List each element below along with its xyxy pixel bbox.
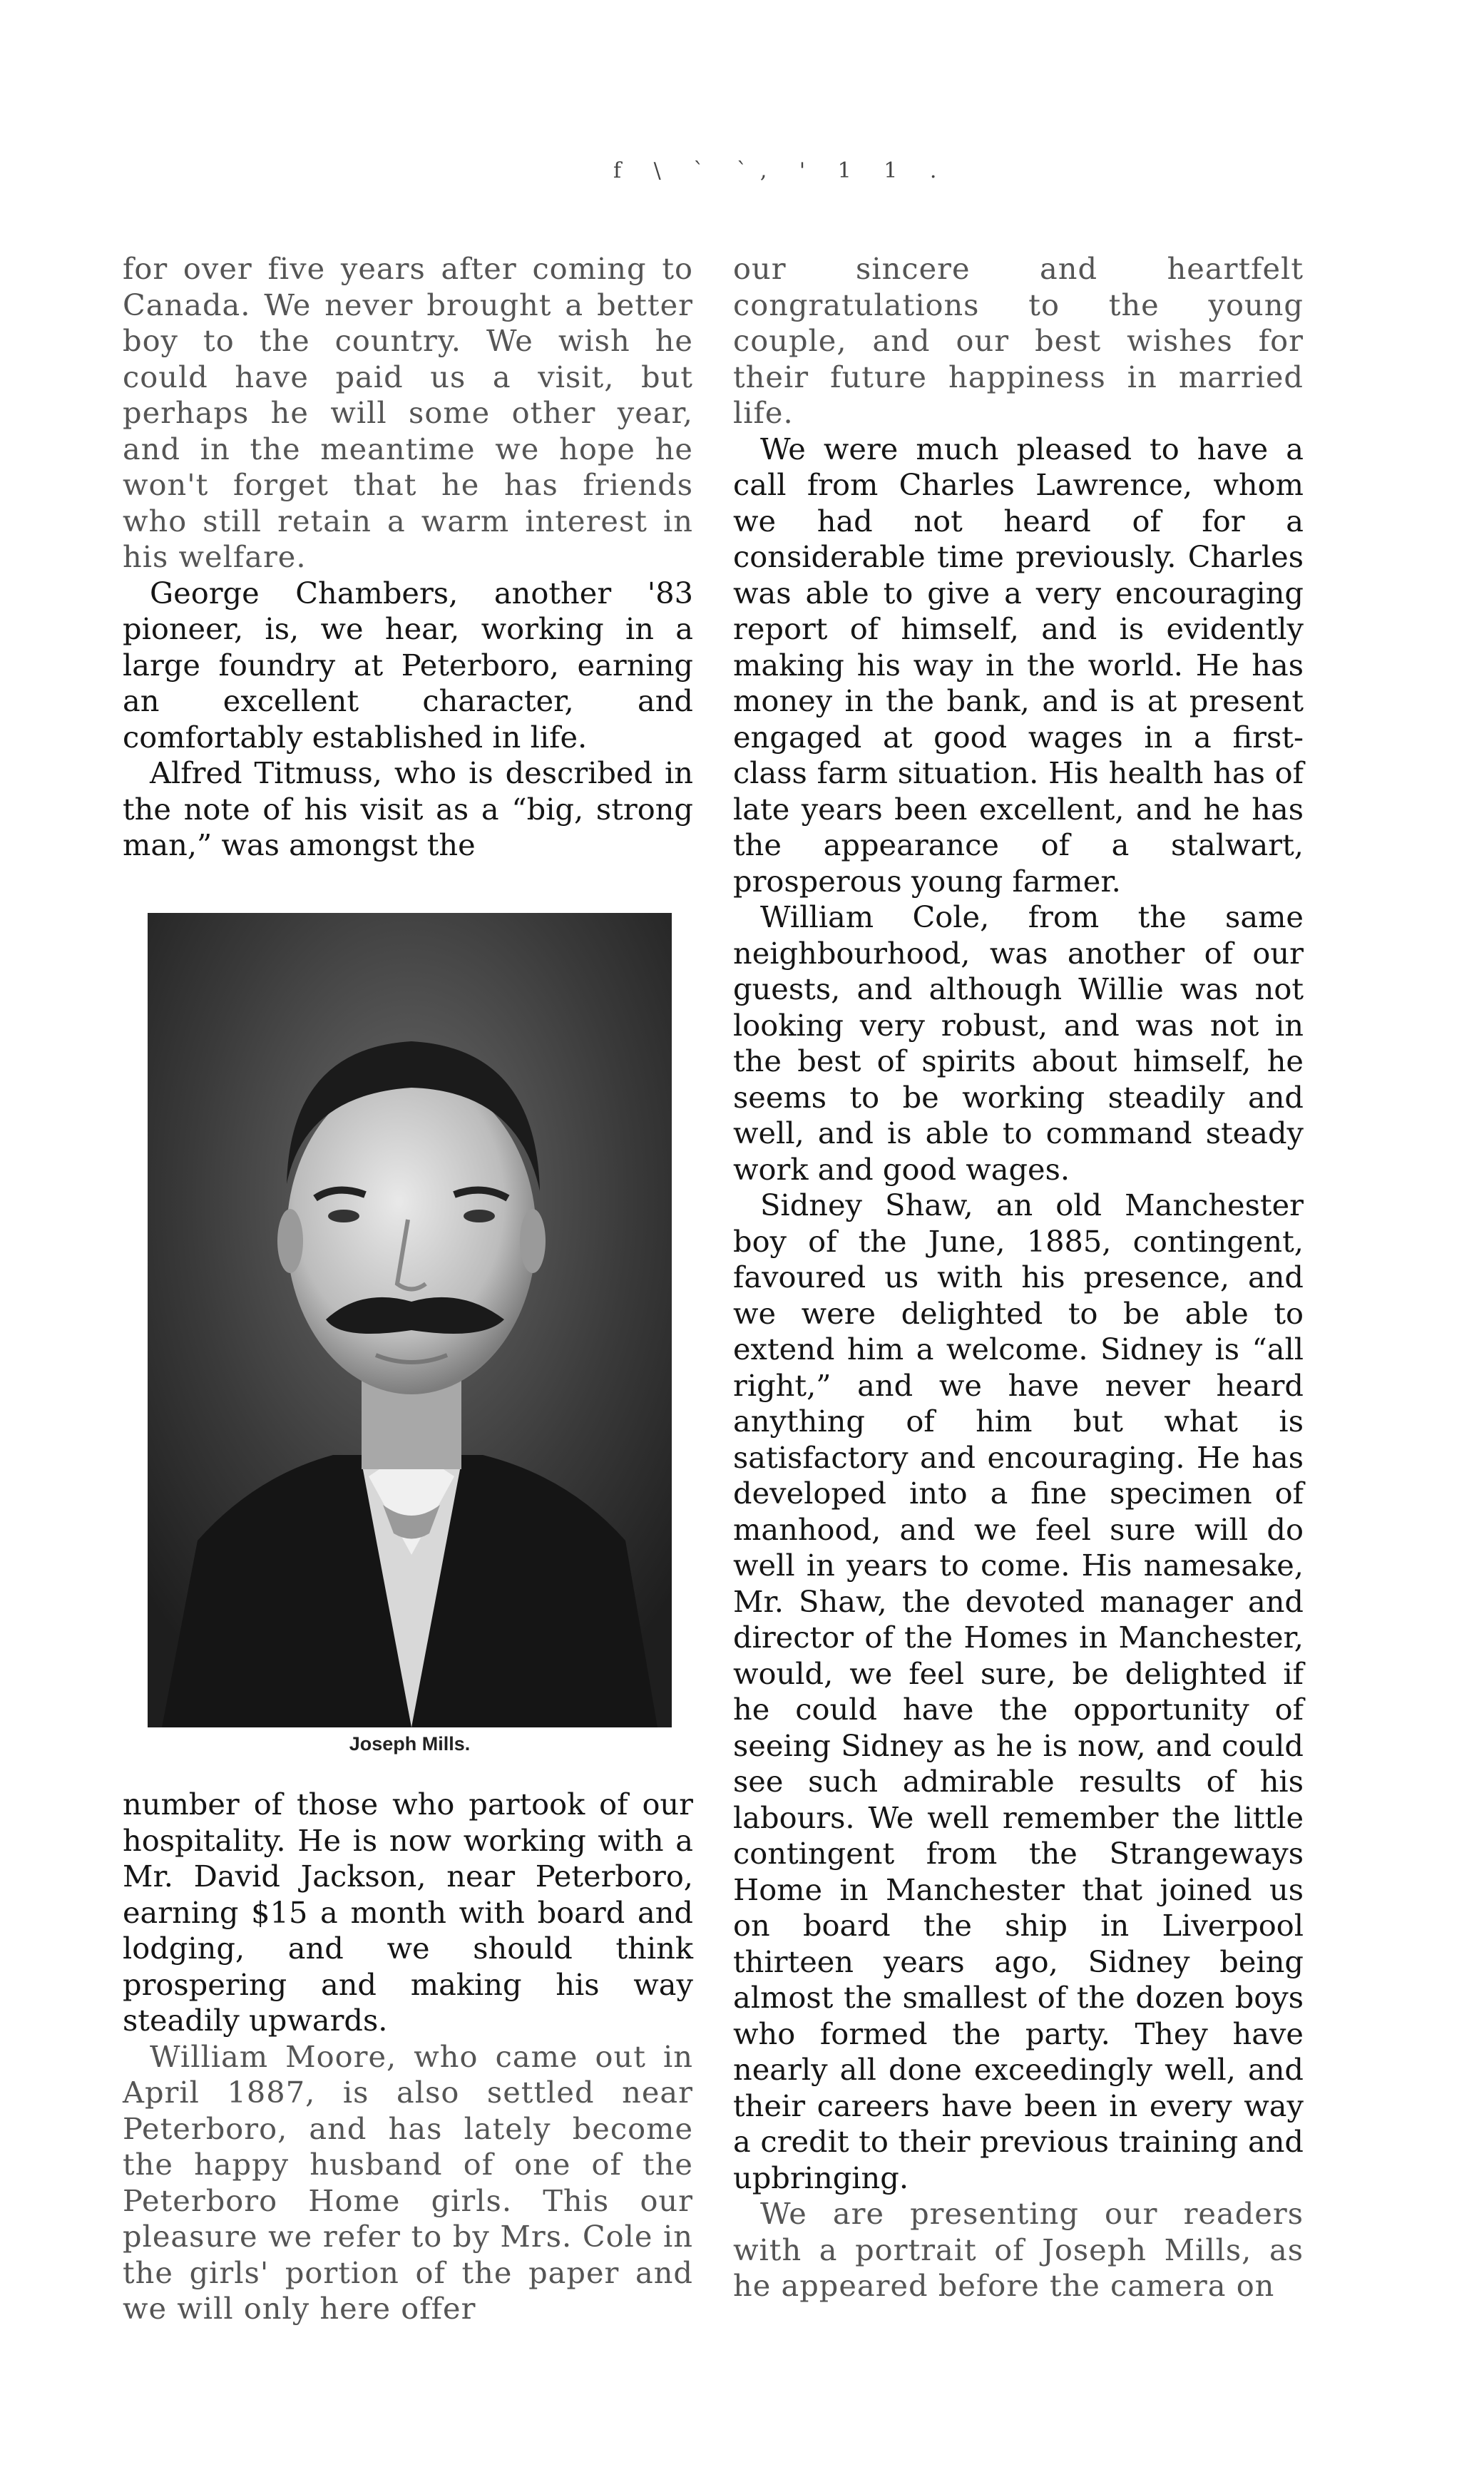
left-paragraph-titmuss-cont: number of those who partook of our hospitality. He is now working with a Mr. David Jackson, near Peterboro, earning $15 a month with board and lodging, and we should think prospering and making his way steadily upwards. <box>123 1787 693 2038</box>
left-paragraph-william-moore: William Moore, who came out in April 1887, is also settled near Peterboro, and has lately become the happy husband of one of the Peterboro Home girls. This our pleasure we refer to by Mrs. Cole in the girls' portion of the paper and we will only here offer <box>123 2038 693 2326</box>
right-paragraph-sidney-shaw: Sidney Shaw, an old Manchester boy of the June, 1885, contingent, favoured us with his presence, and we were delighted to be able to extend him a welcome. Sidney is “all right,” and we have never heard anything of him but what is satisfactory and encouraging. He has developed into a fine specimen of manhood, and we feel sure will do well in years to come. His namesake, Mr. Shaw, the devoted manager and director of the Homes in Manchester, would, we feel sure, be delighted if he could have the opportunity of seeing Sidney as he is now, and could see such admirable results of his labours. We well remember the little contingent from the Strangeways Home in Manchester that joined us on board the ship in Liverpool thirteen years ago, Sidney being almost the smallest of the dozen boys who formed the party. They have nearly all done exceedingly well, and their careers have been in every way a credit to their previous training and upbringing. <box>733 1188 1304 2195</box>
left-column <box>123 251 693 864</box>
left-paragraph-alfred-titmuss: Alfred Titmuss, who is described in the note of his visit as a “big, strong man,” was amongst the <box>123 755 693 862</box>
portrait-image <box>148 913 672 1727</box>
right-paragraph-william-cole: William Cole, from the same neighbourhood, was another of our guests, and although Willie was not looking very robust, and was not in the best of spirits about himself, he seems to be working steadily and well, and is able to command steady work and good wages. <box>733 899 1304 1187</box>
left-column-bottom <box>123 1787 693 2327</box>
right-paragraph-congratulations: our sincere and heartfelt congratulations to the young couple, and our best wishes for their future happiness in married life. <box>733 251 1304 430</box>
left-paragraph-1: for over five years after coming to Canada. We never brought a better boy to the country. We wish he could have paid us a visit, but perhaps he will some other year, and in the meantime we hope he won't forget that he has friends who still retain a warm interest in his welfare. <box>123 251 693 574</box>
portrait-photo <box>148 913 672 1727</box>
right-column <box>733 251 1304 2304</box>
page-header: f \ ` `, ' 1 1 . <box>613 158 950 183</box>
right-paragraph-joseph-mills: We are presenting our readers with a portrait of Joseph Mills, as he appeared before the camera on <box>733 2196 1304 2303</box>
left-paragraph-george-chambers: George Chambers, another '83 pioneer, is, we hear, working in a large foundry at Peterboro, earning an excellent character, and comfortably established in life. <box>123 575 693 755</box>
right-paragraph-charles-lawrence: We were much pleased to have a call from Charles Lawrence, whom we had not heard of for a considerable time previously. Charles was able to give a very encouraging report of himself, and is evidently making his way in the world. He has money in the bank, and is at present engaged at good wages in a first-class farm situation. His health has of late years been excellent, and he has the appearance of a stalwart, prosperous young farmer. <box>733 431 1304 899</box>
photo-caption: Joseph Mills. <box>349 1733 471 1755</box>
